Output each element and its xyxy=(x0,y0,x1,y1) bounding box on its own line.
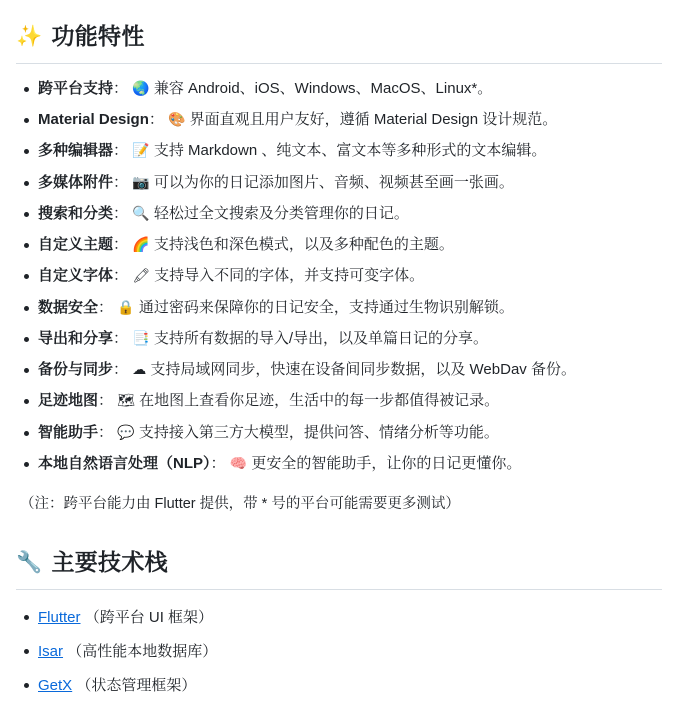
feature-separator: ： xyxy=(148,111,164,129)
feature-text: 支持所有数据的导入/导出，以及单篇日记的分享。 xyxy=(153,329,488,347)
features-title-text: 功能特性 xyxy=(51,23,145,49)
feature-separator: ： xyxy=(210,454,226,472)
features-list xyxy=(16,78,662,475)
feature-text: 更安全的智能助手，让你的日记更懂你。 xyxy=(251,454,522,472)
feature-text: 支持局域网同步，快速在设备间同步数据，以及 WebDav 备份。 xyxy=(150,361,576,379)
tech-desc: （高性能本地数据库） xyxy=(67,642,218,660)
feature-separator: ： xyxy=(98,392,114,410)
rainbow-icon: 🌈 xyxy=(132,236,150,253)
feature-separator: ： xyxy=(113,329,129,347)
feature-label: 数据安全 xyxy=(38,298,99,316)
map-icon: 🗺 xyxy=(117,392,135,409)
feature-separator: ： xyxy=(113,173,129,191)
feature-separator: ： xyxy=(113,79,129,97)
tech-link-isar[interactable]: Isar xyxy=(38,642,64,660)
list-item xyxy=(38,265,662,287)
cloud-icon: ☁ xyxy=(132,361,147,378)
camera-icon: 📷 xyxy=(132,173,150,190)
wrench-icon: 🔧 xyxy=(16,550,43,574)
features-note: （注：跨平台能力由 Flutter 提供，带 * 号的平台可能需要更多测试） xyxy=(20,495,460,512)
list-item xyxy=(38,234,662,256)
feature-separator: ： xyxy=(98,298,114,316)
feature-separator: ： xyxy=(113,142,129,160)
list-item xyxy=(38,172,662,194)
magnifier-icon: 🔍 xyxy=(132,204,150,221)
list-item xyxy=(38,640,662,664)
feature-text: 可以为你的日记添加图片、音频、视频甚至画一张画。 xyxy=(153,173,514,191)
speech-balloon-icon: 💬 xyxy=(117,423,135,440)
feature-text: 支持接入第三方大模型，提供问答、情绪分析等功能。 xyxy=(138,423,499,441)
feature-label: 多媒体附件 xyxy=(38,173,114,191)
list-item xyxy=(38,328,662,350)
list-item xyxy=(38,203,662,225)
feature-text: 支持浅色和深色模式，以及多种配色的主题。 xyxy=(153,236,454,254)
feature-label: 导出和分享 xyxy=(38,329,114,347)
tech-link-getx[interactable]: GetX xyxy=(38,676,73,694)
crayon-icon: 🖍 xyxy=(132,267,150,284)
bookmark-tabs-icon: 📑 xyxy=(132,329,150,346)
tech-link-flutter[interactable]: Flutter xyxy=(38,608,81,626)
brain-icon: 🧠 xyxy=(229,454,248,471)
sparkles-icon: ✨ xyxy=(16,24,43,48)
tech-list xyxy=(16,606,662,698)
feature-label: 自定义主题 xyxy=(38,236,114,254)
feature-label: 多种编辑器 xyxy=(38,142,114,160)
feature-text: 支持 Markdown 、纯文本、富文本等多种形式的文本编辑。 xyxy=(153,142,547,160)
feature-text: 轻松过全文搜索及分类管理你的日记。 xyxy=(153,204,409,222)
tech-desc: （跨平台 UI 框架） xyxy=(84,608,214,626)
feature-separator: ： xyxy=(113,361,129,379)
lock-icon: 🔒 xyxy=(117,298,135,315)
feature-text: 支持导入不同的字体，并支持可变字体。 xyxy=(154,267,425,285)
list-item xyxy=(38,140,662,162)
globe-icon: 🌏 xyxy=(132,79,150,96)
list-item xyxy=(38,109,662,131)
feature-text: 在地图上查看你足迹，生活中的每一步都值得被记录。 xyxy=(139,392,500,410)
list-item xyxy=(38,359,662,381)
feature-label: 备份与同步 xyxy=(38,361,114,379)
tech-section-heading xyxy=(16,544,662,590)
feature-label: 自定义字体 xyxy=(38,267,114,285)
list-item xyxy=(38,674,662,698)
features-section-heading xyxy=(16,18,662,64)
feature-text: 兼容 Android、iOS、Windows、MacOS、Linux*。 xyxy=(153,79,493,97)
feature-label: 搜索和分类 xyxy=(38,204,114,222)
feature-separator: ： xyxy=(113,267,129,285)
feature-label: Material Design xyxy=(38,111,149,129)
list-item xyxy=(38,78,662,100)
memo-icon: 📝 xyxy=(132,142,150,159)
feature-label: 智能助手 xyxy=(38,423,99,441)
feature-label: 足迹地图 xyxy=(38,392,99,410)
feature-text: 界面直观且用户友好，遵循 Material Design 设计规范。 xyxy=(189,111,558,129)
list-item xyxy=(38,390,662,412)
feature-text: 通过密码来保障你的日记安全，支持通过生物识别解锁。 xyxy=(138,298,514,316)
list-item xyxy=(38,422,662,444)
feature-separator: ： xyxy=(113,204,129,222)
palette-icon: 🎨 xyxy=(168,111,186,128)
list-item xyxy=(38,297,662,319)
feature-label: 跨平台支持 xyxy=(38,79,114,97)
tech-title-text: 主要技术栈 xyxy=(51,548,168,575)
list-item xyxy=(38,606,662,630)
feature-separator: ： xyxy=(113,236,129,254)
feature-separator: ： xyxy=(98,423,114,441)
feature-label: 本地自然语言处理（NLP） xyxy=(38,454,211,472)
list-item xyxy=(38,453,662,475)
tech-desc: （状态管理框架） xyxy=(76,676,197,694)
